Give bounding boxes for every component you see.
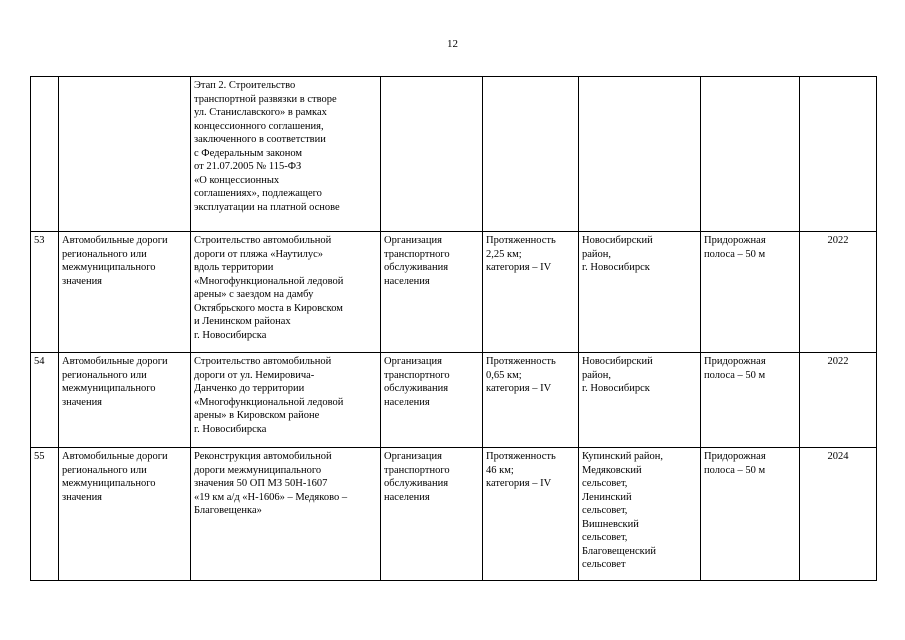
object-type bbox=[59, 77, 191, 232]
row-number: 55 bbox=[31, 448, 59, 581]
object-purpose: Организация транспортного обслуживания населения bbox=[381, 353, 483, 448]
table-row bbox=[31, 353, 877, 448]
object-parameters: Протяженность 46 км; категория – IV bbox=[483, 448, 579, 581]
object-name: Строительство автомобильной дороги от ул. Немировича- Данченко до территории «Многофункциональной ледовой арены» в Кировском районе г. Новосибирска bbox=[191, 353, 381, 448]
object-type: Автомобильные дороги регионального или межмуниципального значения bbox=[59, 353, 191, 448]
row-number: 54 bbox=[31, 353, 59, 448]
row-number bbox=[31, 77, 59, 232]
object-zone: Придорожная полоса – 50 м bbox=[701, 232, 800, 353]
object-location bbox=[579, 77, 701, 232]
object-type: Автомобильные дороги регионального или межмуниципального значения bbox=[59, 448, 191, 581]
object-name: Реконструкция автомобильной дороги межмуниципального значения 50 ОП МЗ 50Н-1607 «19 км а/д «Н-1606» – Медяково – Благовещенка» bbox=[191, 448, 381, 581]
object-location: Купинский район, Медяковский сельсовет, Ленинский сельсовет, Вишневский сельсовет, Благовещенский сельсовет bbox=[579, 448, 701, 581]
object-year bbox=[800, 77, 877, 232]
table-row bbox=[31, 448, 877, 581]
object-year: 2022 bbox=[800, 353, 877, 448]
object-zone: Придорожная полоса – 50 м bbox=[701, 448, 800, 581]
objects-table bbox=[30, 76, 877, 581]
object-name: Строительство автомобильной дороги от пляжа «Наутилус» вдоль территории «Многофункциональной ледовой арены» с заездом на дамбу Октябрьского моста в Кировском и Ленинском районах г. Новосибирска bbox=[191, 232, 381, 353]
object-name: Этап 2. Строительство транспортной развязки в створе ул. Станиславского» в рамках концессионного соглашения, заключенного в соответствии с Федеральным законом от 21.07.2005 № 115-ФЗ «О концессионных соглашениях», подлежащего эксплуатации на платной основе bbox=[191, 77, 381, 232]
object-parameters: Протяженность 0,65 км; категория – IV bbox=[483, 353, 579, 448]
object-parameters bbox=[483, 77, 579, 232]
object-type: Автомобильные дороги регионального или межмуниципального значения bbox=[59, 232, 191, 353]
object-year: 2022 bbox=[800, 232, 877, 353]
page-number: 12 bbox=[447, 38, 458, 50]
table-row bbox=[31, 77, 877, 232]
row-number: 53 bbox=[31, 232, 59, 353]
object-parameters: Протяженность 2,25 км; категория – IV bbox=[483, 232, 579, 353]
object-purpose bbox=[381, 77, 483, 232]
object-year: 2024 bbox=[800, 448, 877, 581]
object-location: Новосибирский район, г. Новосибирск bbox=[579, 353, 701, 448]
table-row bbox=[31, 232, 877, 353]
object-zone bbox=[701, 77, 800, 232]
object-zone: Придорожная полоса – 50 м bbox=[701, 353, 800, 448]
object-purpose: Организация транспортного обслуживания населения bbox=[381, 232, 483, 353]
object-purpose: Организация транспортного обслуживания населения bbox=[381, 448, 483, 581]
object-location: Новосибирский район, г. Новосибирск bbox=[579, 232, 701, 353]
